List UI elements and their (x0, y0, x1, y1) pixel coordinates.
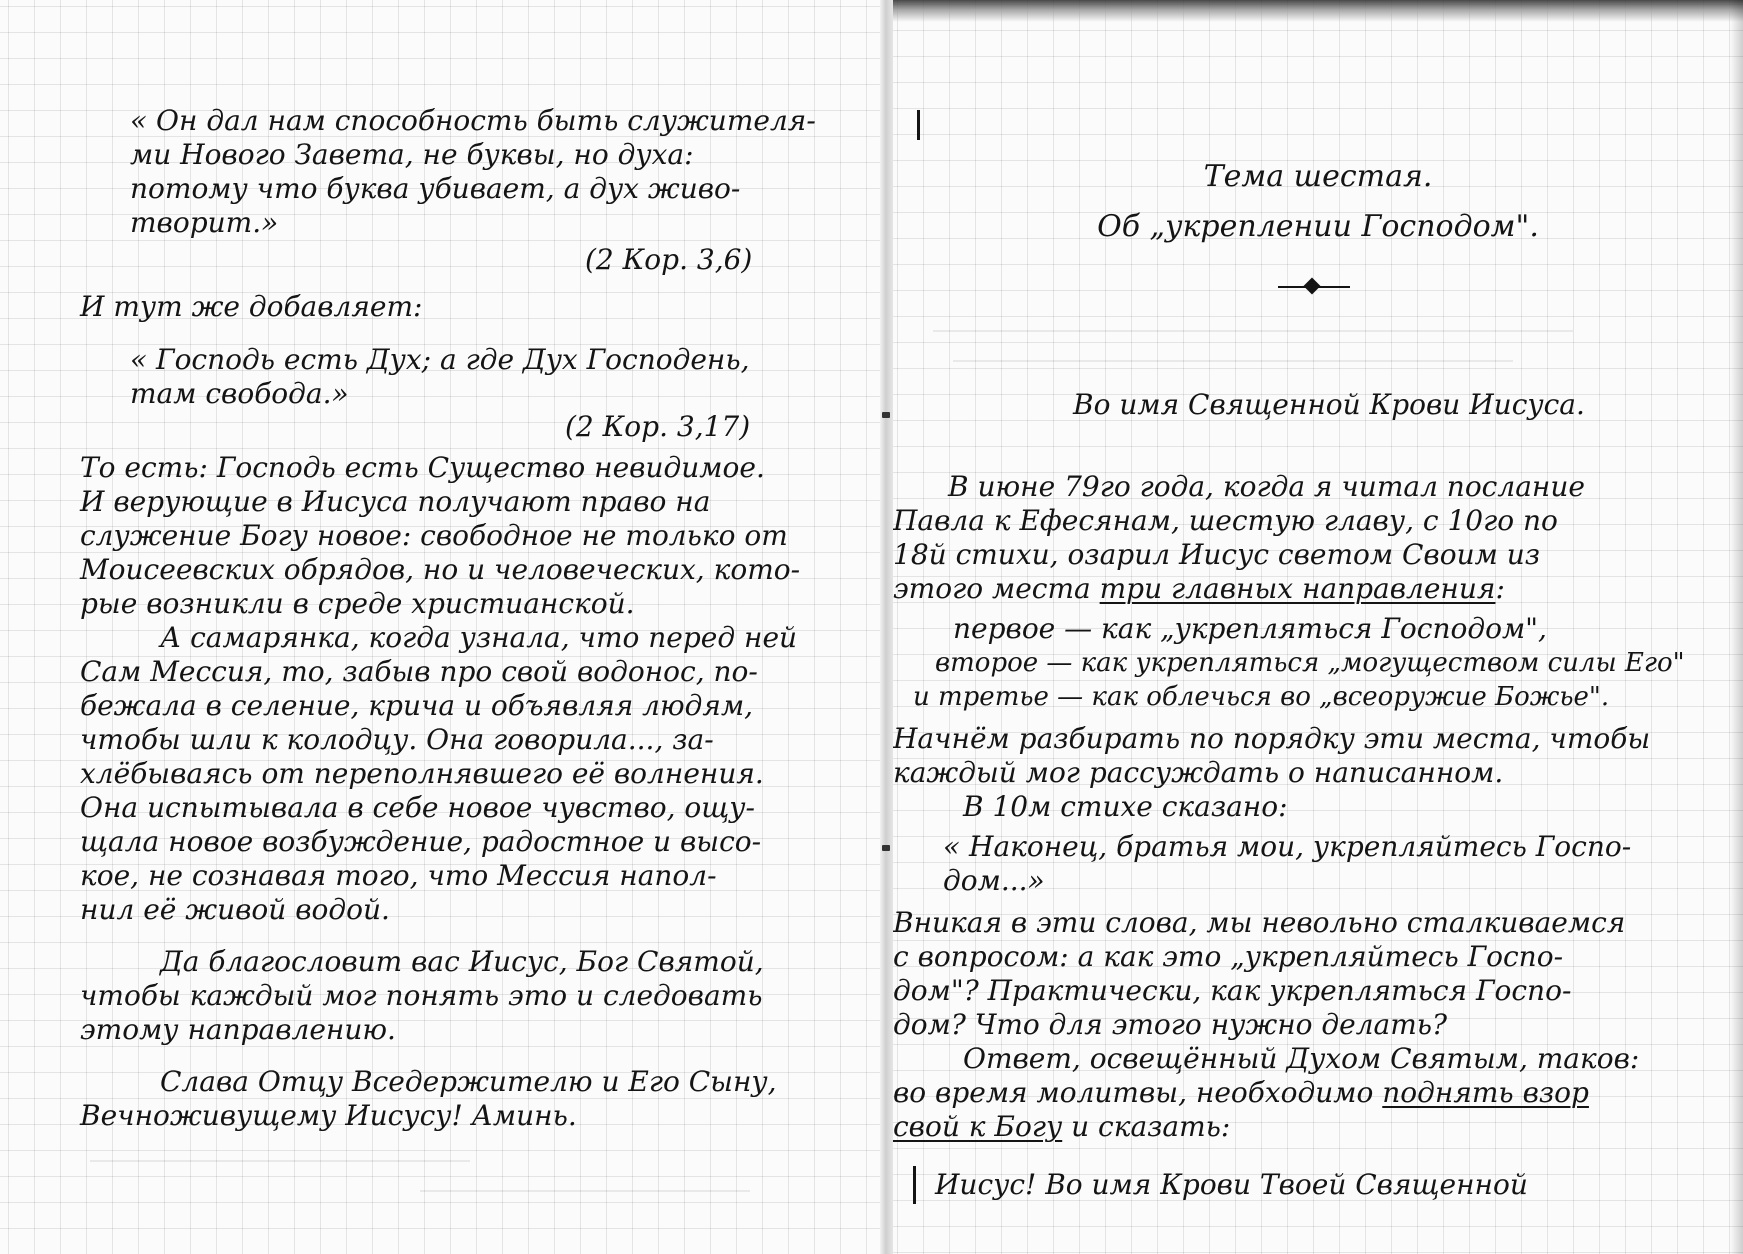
text-line: нил её живой водой. (80, 893, 390, 926)
text-line: дом"? Практически, как укрепляться Госпо- (893, 974, 1572, 1007)
prayer-line: Иисус! Во имя Крови Твоей Священной (935, 1168, 1528, 1201)
underlined-phrase: три главных направления (1099, 572, 1496, 605)
text-segment: во время молитвы, необходимо (893, 1076, 1374, 1109)
text-line: бежала в селение, крича и объявляя людям, (80, 689, 754, 722)
text-line: И верующие в Иисуса получают право на (80, 485, 711, 518)
text-line: творит.» (130, 206, 279, 239)
text-line: Сам Мессия, то, забыв про свой водонос, по- (80, 655, 758, 688)
staple (882, 412, 890, 418)
text-line: Слава Отцу Вседержителю и Его Сыну, (160, 1065, 777, 1098)
text-line: рые возникли в среде христианской. (80, 587, 635, 620)
text-line-with-emphasis (893, 572, 1505, 606)
text-line-with-emphasis (893, 1076, 1589, 1110)
text-line: 18й стихи, озарил Иисус светом Своим из (893, 538, 1541, 571)
staple (882, 845, 890, 851)
text-line: чтобы каждый мог понять это и следовать (80, 979, 763, 1012)
text-line: этому направлению. (80, 1013, 396, 1046)
bleed-through-mark (933, 330, 1573, 332)
text-line: Вникая в эти слова, мы невольно сталкиваемся (893, 906, 1626, 939)
page-subtitle: Об „укреплении Господом". (1097, 209, 1539, 244)
bleed-through-mark (90, 1160, 470, 1162)
text-line: В июне 79го года, когда я читал послание (948, 470, 1585, 503)
quote-line: дом...» (943, 864, 1045, 897)
underlined-phrase: поднять взор (1382, 1076, 1589, 1109)
text-line: Да благословит вас Иисус, Бог Святой, (160, 945, 764, 978)
text-segment: : (1495, 572, 1505, 605)
text-line: служение Богу новое: свободное не только от (80, 519, 788, 552)
text-line: щала новое возбуждение, радостное и высо- (80, 825, 762, 858)
text-line: Павла к Ефесянам, шестую главу, с 10го по (893, 504, 1558, 537)
list-item: второе — как укрепляться „могуществом силы Его" (935, 648, 1685, 678)
page-title: Тема шестая. (1203, 159, 1433, 194)
quote-line: « Наконец, братья мои, укрепляйтесь Госпо- (943, 830, 1632, 863)
text-line: Она испытывала в себе новое чувство, ощу- (80, 791, 755, 824)
margin-mark (917, 110, 920, 140)
list-item: первое — как „укрепляться Господом", (953, 612, 1547, 645)
text-line: Ответ, освещённый Духом Святым, таков: (963, 1042, 1640, 1075)
reference: (2 Кор. 3,6) (585, 243, 753, 276)
text-line: чтобы шли к колодцу. Она говорила..., за- (80, 723, 714, 756)
binding-gutter (880, 0, 893, 1254)
text-line: « Господь есть Дух; а где Дух Господень, (130, 343, 750, 376)
text-line: То есть: Господь есть Существо невидимое. (80, 451, 765, 484)
text-line: с вопросом: а как это „укрепляйтесь Госпо- (893, 940, 1564, 973)
dedication-line: Во имя Священной Крови Иисуса. (1073, 388, 1585, 421)
text-line: каждый мог рассуждать о написанном. (893, 756, 1504, 789)
text-line: дом? Что для этого нужно делать? (893, 1008, 1448, 1041)
text-line: « Он дал нам способность быть служителя- (130, 104, 816, 137)
text-line: Моисеевских обрядов, но и человеческих, кото- (80, 553, 801, 586)
text-line: потому что буква убивает, а дух живо- (130, 172, 741, 205)
scan-shadow (893, 0, 1743, 22)
divider-ornament (1278, 285, 1350, 289)
text-line: Начнём разбирать по порядку эти места, чтобы (893, 722, 1651, 755)
text-line-with-emphasis (893, 1110, 1230, 1144)
right-page (893, 0, 1743, 1254)
text-segment: этого места (893, 572, 1091, 605)
text-segment: и сказать: (1071, 1110, 1231, 1143)
text-line: там свобода.» (130, 377, 349, 410)
text-line: В 10м стихе сказано: (963, 790, 1288, 823)
page-edge-shadow (1730, 0, 1743, 1254)
bleed-through-mark (420, 1190, 750, 1192)
text-line: А самарянка, когда узнала, что перед ней (160, 621, 798, 654)
reference: (2 Кор. 3,17) (565, 410, 751, 443)
text-line: кое, не сознавая того, что Мессия напол- (80, 859, 717, 892)
underlined-phrase: свой к Богу (893, 1110, 1063, 1143)
text-line: ми Нового Завета, не буквы, но духа: (130, 138, 694, 171)
list-item: и третье — как облечься во „всеоружие Божье". (913, 682, 1610, 712)
text-line: Вечноживущему Иисусу! Аминь. (80, 1099, 577, 1132)
margin-mark (913, 1166, 916, 1204)
text-line: хлёбываясь от переполнявшего её волнения. (80, 757, 764, 790)
bleed-through-mark (953, 360, 1513, 362)
text-line: И тут же добавляет: (80, 290, 423, 323)
